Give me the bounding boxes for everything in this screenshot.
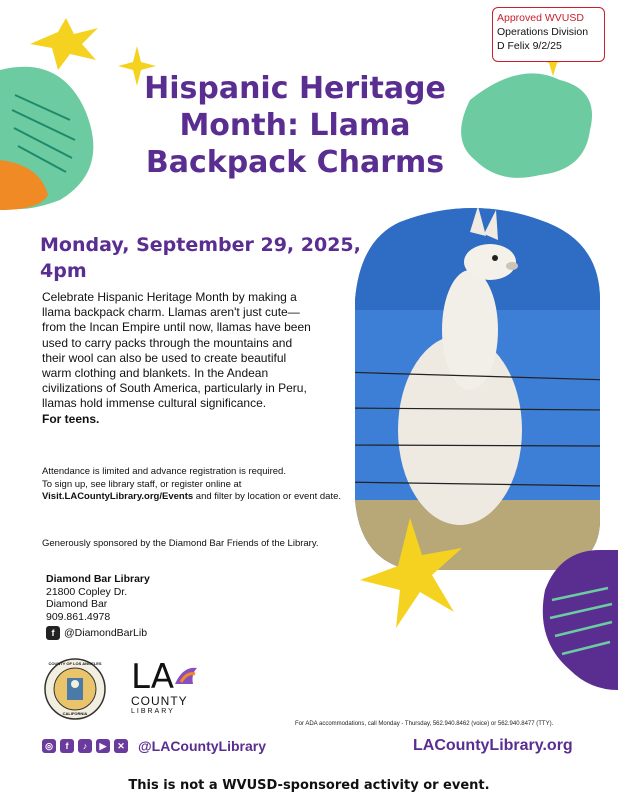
date-line-2: 4pm: [40, 260, 87, 282]
event-date: [40, 232, 361, 284]
youtube-icon[interactable]: ▶: [96, 739, 110, 753]
facebook-icon: f: [46, 626, 60, 640]
title-line-1: Hispanic Heritage: [144, 71, 446, 106]
llama-photo: [340, 190, 610, 580]
footer-social: [42, 738, 266, 754]
facebook-row[interactable]: [46, 626, 150, 640]
audience-text: For teens.: [42, 411, 100, 426]
description-text: Celebrate Hispanic Heritage Month by making a llama backpack charm. Llamas aren't just cute—from the Incan Empire until now, llamas have been used to carry packs through the mountains and their wool can also be used to create beautiful warm clothing and blankets. In the Andean civilizations of South America, particularly in Peru, llamas hold immense cultural significance.: [42, 290, 311, 411]
disclaimer: This is not a WVUSD-sponsored activity or event.: [128, 778, 490, 793]
library-name: Diamond Bar Library: [46, 573, 150, 585]
logo-library: LIBRARY: [131, 708, 175, 715]
registration-line-2: To sign up, see library staff, or register online at: [42, 478, 242, 490]
star-top-left: [30, 18, 98, 70]
facebook-handle: @DiamondBarLib: [64, 626, 148, 639]
library-phone: 909.861.4978: [46, 610, 111, 623]
social-handle[interactable]: @LACountyLibrary: [138, 738, 266, 754]
seal-text-top: COUNTY OF LOS ANGELES: [48, 661, 102, 666]
purple-blob-bottom-right: [543, 550, 618, 690]
logo-county: COUNTY: [131, 694, 188, 708]
county-seal-logo: [44, 658, 106, 720]
library-address-1: 21800 Copley Dr.: [46, 585, 128, 598]
approval-stamp: [492, 7, 605, 62]
approval-line-3: D Felix 9/2/25: [497, 40, 562, 52]
title-line-3: Backpack Charms: [145, 145, 445, 180]
registration-line-1: Attendance is limited and advance registration is required.: [42, 466, 286, 477]
website-link[interactable]: LACountyLibrary.org: [413, 737, 573, 754]
x-icon[interactable]: ✕: [114, 739, 128, 753]
green-blob-top-right: [461, 73, 592, 178]
date-line-1: Monday, September 29, 2025,: [40, 234, 361, 256]
registration-line-3: [42, 491, 372, 504]
title-line-2: Month: Llama: [179, 108, 411, 143]
approval-line-1: Approved WVUSD: [497, 12, 584, 24]
registration-suffix: and filter by location or event date.: [193, 491, 342, 502]
library-info: [46, 573, 150, 640]
approval-line-2: Operations Division: [497, 26, 589, 38]
la-county-library-logo: [131, 657, 201, 715]
registration-link[interactable]: Visit.LACountyLibrary.org/Events: [42, 491, 194, 502]
library-address-2: Diamond Bar: [46, 598, 108, 610]
sponsor-text: Generously sponsored by the Diamond Bar Friends of the Library.: [42, 538, 319, 549]
facebook-footer-icon[interactable]: f: [60, 739, 74, 753]
event-description: [42, 290, 312, 427]
event-title: [120, 70, 470, 181]
ada-notice: For ADA accommodations, call Monday - Thursday, 562.940.8462 (voice) or 562.940.8477 (TTY).: [295, 721, 554, 727]
seal-text-bottom: CALIFORNIA: [62, 711, 88, 716]
logo-la: LA: [131, 657, 174, 697]
logo-bird-icon: [173, 664, 199, 690]
tiktok-icon[interactable]: ♪: [78, 739, 92, 753]
registration-info: [42, 466, 372, 504]
instagram-icon[interactable]: ◎: [42, 739, 56, 753]
